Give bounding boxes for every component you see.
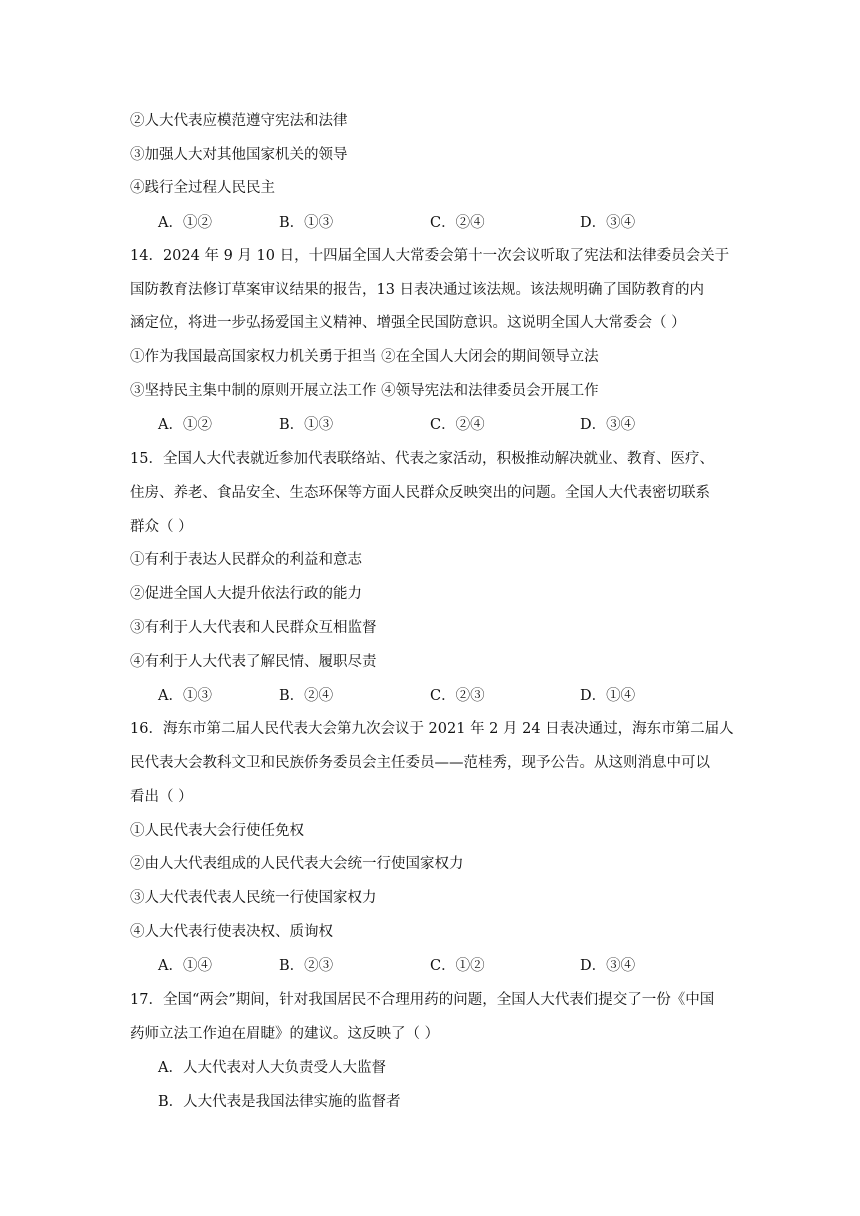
question-16-line-3: 看出（ ） [130,789,193,805]
question-17-line-1: 17．全国“两会”期间，针对我国居民不合理用药的问题，全国人大代表们提交了一份《中国 [130,992,715,1008]
question-15-option-2: ②促进全国人大提升依法行政的能力 [130,586,362,602]
option-3: ③加强人大对其他国家机关的领导 [130,147,348,163]
question-17-line-2: 药师立法工作迫在眉睫》的建议。这反映了（ ） [130,1026,440,1042]
answer-choices [158,415,758,435]
question-17-choice-a: A．人大代表对人大负责受人大监督 [158,1060,386,1076]
choice-a: A．①② [158,215,212,231]
choice-a: A．①③ [158,688,212,704]
question-14-line-1: 14．2024 年 9 月 10 日，十四届全国人大常委会第十一次会议听取了宪法和法律委员会关于 [130,248,730,264]
choice-b: B．①③ [279,215,334,231]
question-16-line-2: 民代表大会教科文卫和民族侨务委员会主任委员——范桂秀，现予公告。从这则消息中可以 [130,755,710,771]
question-14-line-3: 涵定位，将进一步弘扬爱国主义精神、增强全民国防意识。这说明全国人大常委会（ ） [130,315,686,331]
choice-d: D．③④ [580,215,636,231]
choice-d: D．①④ [580,688,636,704]
choice-b: B．②④ [279,688,334,704]
choice-c: C．②④ [430,417,485,433]
choice-d: D．③④ [580,417,636,433]
question-17-choice-b: B．人大代表是我国法律实施的监督者 [158,1094,401,1110]
choice-c: C．②④ [430,215,485,231]
question-16-option-1: ①人民代表大会行使任免权 [130,823,304,839]
question-16-option-2: ②由人大代表组成的人民代表大会统一行使国家权力 [130,856,464,872]
answer-choices [158,213,758,233]
question-15-line-2: 住房、养老、食品安全、生态环保等方面人民群众反映突出的问题。全国人大代表密切联系 [130,485,710,501]
option-4: ④践行全过程人民民主 [130,180,275,196]
question-15-line-1: 15．全国人大代表就近参加代表联络站、代表之家活动，积极推动解决就业、教育、医疗、 [130,451,714,467]
question-14-line-2: 国防教育法修订草案审议结果的报告，13 日表决通过该法规。该法规明确了国防教育的内 [130,282,705,298]
option-2: ②人大代表应模范遵守宪法和法律 [130,113,348,129]
question-14-options-row-1: ①作为我国最高国家权力机关勇于担当 ②在全国人大闭会的期间领导立法 [130,349,599,365]
choice-d: D．③④ [580,958,636,974]
question-16-line-1: 16．海东市第二届人民代表大会第九次会议于 2021 年 2 月 24 日表决通过，海东市第二届人 [130,721,734,737]
choice-a: A．①② [158,417,212,433]
choice-b: B．①③ [279,417,334,433]
choice-c: C．①② [430,958,485,974]
choice-a: A．①④ [158,958,212,974]
question-15-option-1: ①有利于表达人民群众的利益和意志 [130,552,362,568]
question-16-option-4: ④人大代表行使表决权、质询权 [130,924,333,940]
answer-choices [158,686,758,706]
answer-choices [158,956,758,976]
choice-b: B．②③ [279,958,334,974]
question-15-option-3: ③有利于人大代表和人民群众互相监督 [130,620,377,636]
choice-c: C．②③ [430,688,485,704]
question-15-option-4: ④有利于人大代表了解民情、履职尽责 [130,654,377,670]
question-16-option-3: ③人大代表代表人民统一行使国家权力 [130,890,377,906]
question-14-options-row-2: ③坚持民主集中制的原则开展立法工作 ④领导宪法和法律委员会开展工作 [130,383,599,399]
question-15-line-3: 群众（ ） [130,519,193,535]
